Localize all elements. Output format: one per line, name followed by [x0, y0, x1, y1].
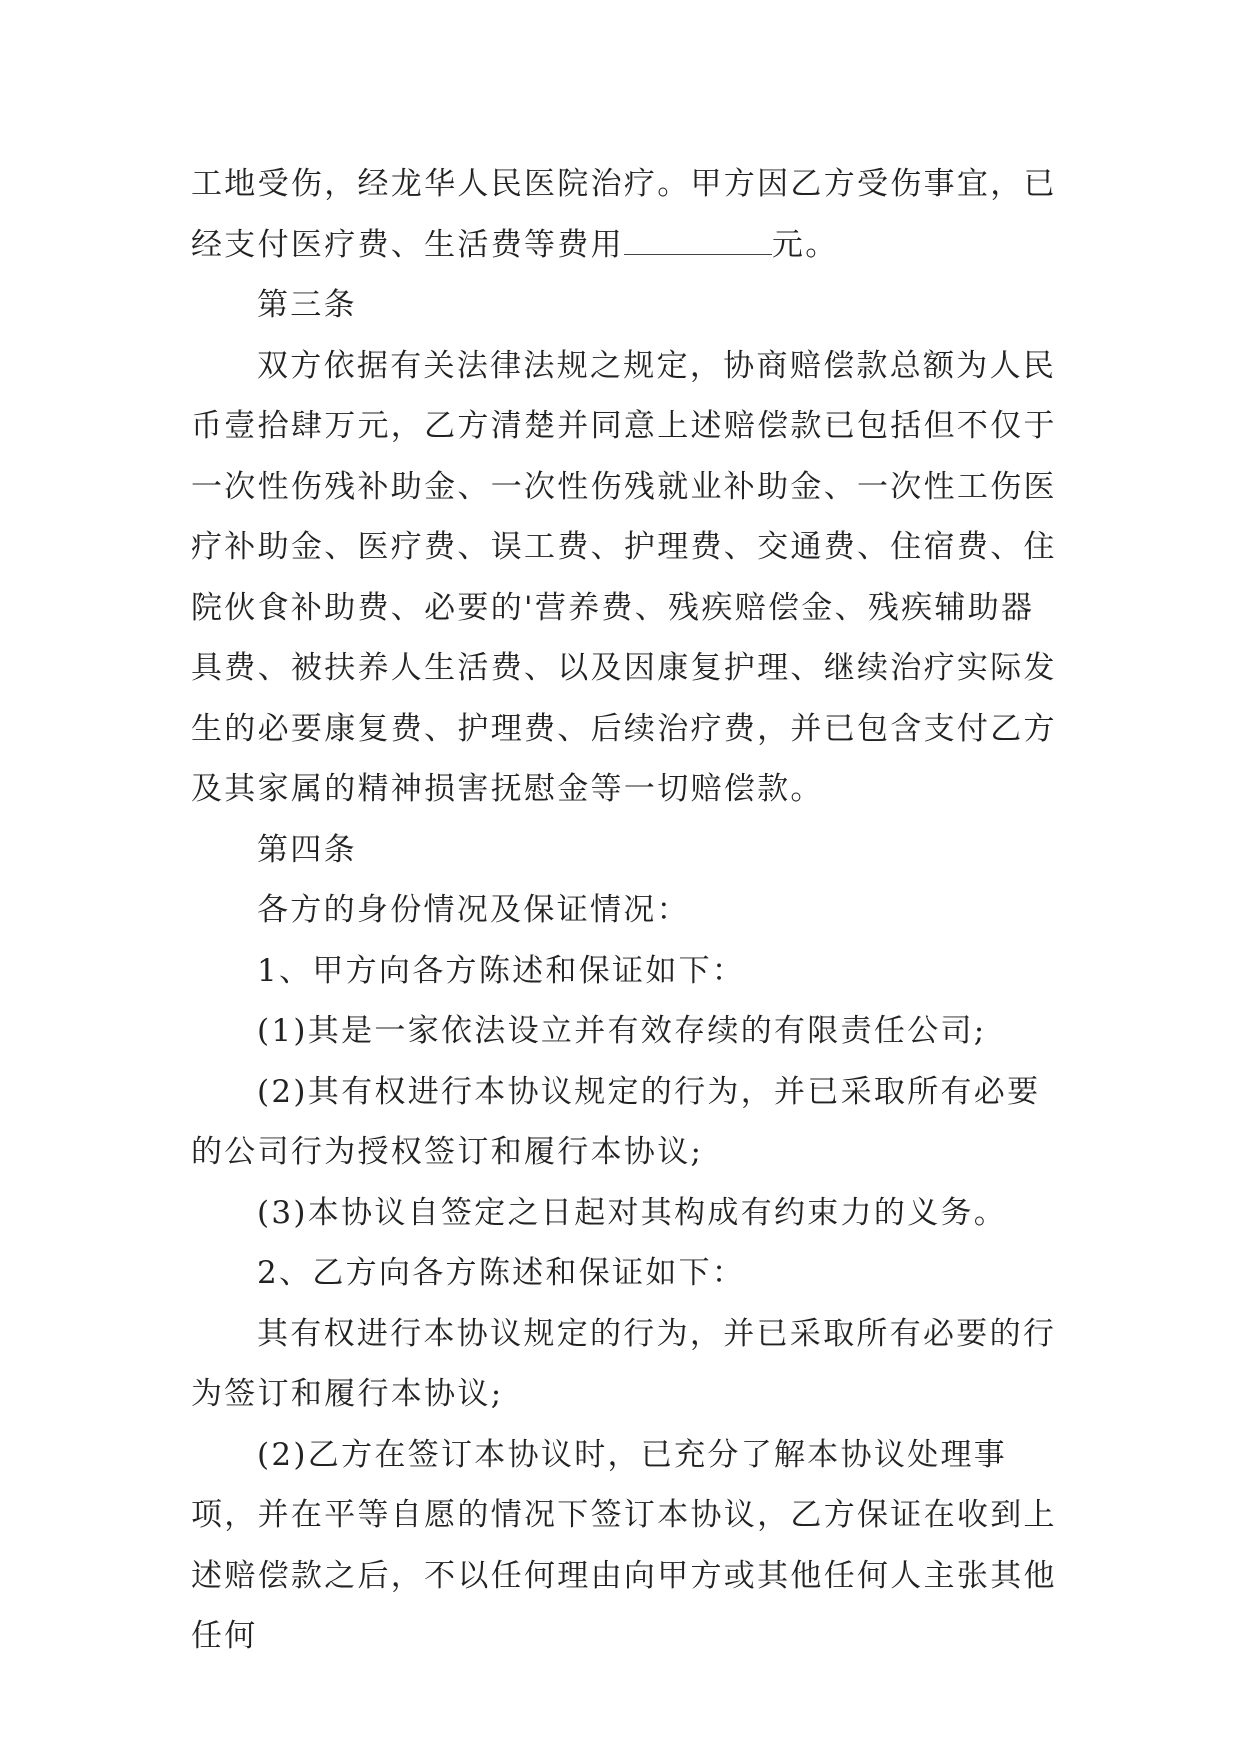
paragraph-party-b-item-2: (2)乙方在签订本协议时，已充分了解本协议处理事项，并在平等自愿的情况下签订本协议，乙方保证在收到上述赔偿款之后，不以任何理由向甲方或其他任何人主张其他任何 — [191, 1436, 1057, 1654]
paragraph-party-b-statement: 2、乙方向各方陈述和保证如下： — [257, 1255, 746, 1291]
paragraph-injury-treatment — [191, 154, 1057, 275]
paragraph-injury-treatment-tail: 元。 — [771, 226, 839, 263]
document-body — [191, 154, 1057, 1667]
paragraph-injury-treatment-text: 工地受伤，经龙华人民医院治疗。甲方因乙方受伤事宜，已经支付医疗费、生活费等费用 — [191, 166, 1057, 263]
paragraph-party-a-item-3: (3)本协议自签定之日起对其构成有约束力的义务。 — [257, 1194, 1008, 1231]
amount-blank — [624, 224, 772, 255]
paragraph-party-a-item-2: (2)其有权进行本协议规定的行为，并已采取所有必要的公司行为授权签订和履行本协议; — [191, 1073, 1041, 1170]
paragraph-party-b-item-1: 其有权进行本协议规定的行为，并已采取所有必要的行为签订和履行本协议; — [191, 1315, 1057, 1412]
paragraph-party-a-item-1: (1)其是一家依法设立并有效存续的有限责任公司; — [257, 1013, 987, 1049]
paragraph-compensation: 双方依据有关法律法规之规定，协商赔偿款总额为人民币壹拾肆万元，乙方清楚并同意上述赔偿款已包括但不仅于一次性伤残补助金、一次性伤残就业补助金、一次性工伤医疗补助金、医疗费、误工费、护理费、交通费、住宿费、住院伙食补助费、必要的'营养费、残疾赔偿金、残疾辅助器具费、被扶养人生活费、以及因康复护理、继续治疗实际发生的必要康复费、护理费、后续治疗费，并已包含支付乙方及其家属的精神损害抚慰金等一切赔偿款。 — [191, 347, 1057, 807]
article-3-heading: 第三条 — [257, 287, 357, 323]
article-4-heading: 第四条 — [257, 831, 357, 868]
paragraph-party-a-statement: 1、甲方向各方陈述和保证如下： — [257, 952, 746, 989]
paragraph-identity-guarantee: 各方的身份情况及保证情况： — [257, 892, 690, 928]
